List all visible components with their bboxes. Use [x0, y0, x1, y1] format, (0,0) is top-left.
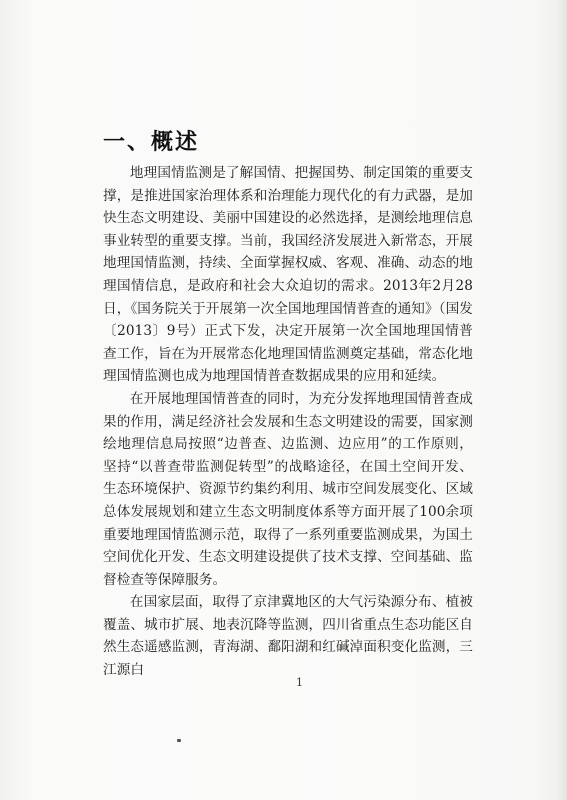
paragraph: 地理国情监测是了解国情、把握国势、制定国策的重要支撑，是推进国家治理体系和治理能力现代化的有力武器，是加快生态文明建设、美丽中国建设的必然选择，是测绘地理信息事业转型的重要支撑。当前，我国经济发展进入新常态，开展地理国情监测，持续、全面掌握权威、客观、准确、动态的地理国情信息，是政府和社会大众迫切的需求。2013年2月28日，《国务院关于开展第一次全国地理国情普查的通知》（国发〔2013〕9号）正式下发，决定开展第一次全国地理国情普查工作，旨在为开展常态化地理国情监测奠定基础，常态化地理国情监测也成为地理国情普查数据成果的应用和延续。	[103, 165, 473, 385]
scan-speck	[177, 739, 181, 742]
paragraph: 在开展地理国情普查的同时，为充分发挥地理国情普查成果的作用，满足经济社会发展和生态文明建设的需要，国家测绘地理信息局按照“边普查、边监测、边应用”的工作原则，坚持“以普查带监测促转型”的战略途径，在国土空间开发、生态环境保护、资源节约集约利用、城市空间发展变化、区域总体发展规划和建立生态文明制度体系等方面开展了100余项重要地理国情监测示范，取得了一系列重要监测成果，为国土空间优化开发、生态文明建设提供了技术支撑、空间基础、监督检查等保障服务。	[103, 390, 473, 588]
section-heading: 一、概述	[103, 130, 200, 155]
scan-edge-shadow	[557, 0, 567, 800]
paragraph: 在国家层面，取得了京津冀地区的大气污染源分布、植被覆盖、城市扩展、地表沉降等监测，四川省重点生态功能区自然生态遥感监测，青海湖、鄱阳湖和红碱淖面积变化监测，三江源白	[103, 594, 473, 679]
body-text	[103, 162, 473, 682]
page-number: 1	[296, 676, 303, 689]
